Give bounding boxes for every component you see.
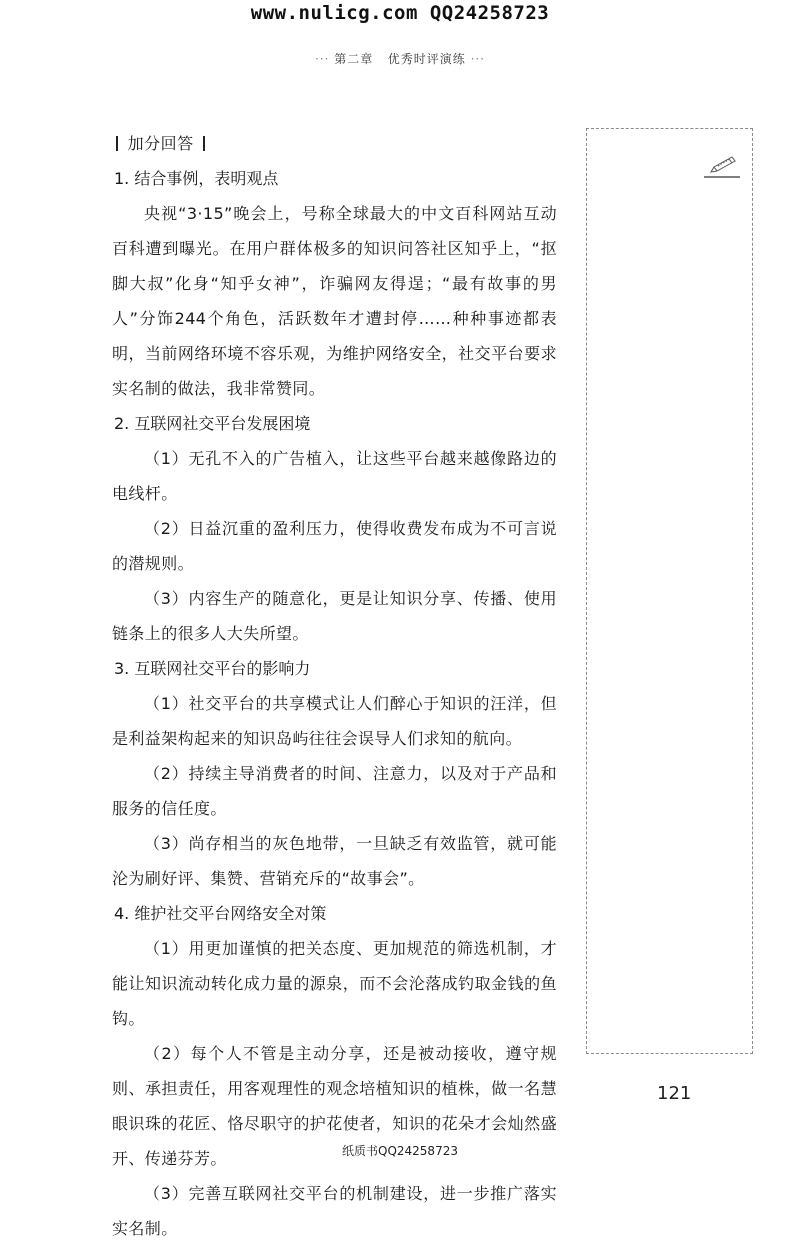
chapter-label: 第二章 [334, 52, 374, 66]
paragraph: （3）完善互联网社交平台的机制建设，进一步推广落实实名制。 [112, 1184, 557, 1238]
chapter-title: 优秀时评演练 [387, 52, 466, 66]
watermark-top: www.nulicg.com QQ24258723 [250, 2, 550, 24]
section-heading: 4. 维护社交平台网络安全对策 [114, 904, 327, 923]
answer-body [112, 161, 557, 1246]
running-head-right-dots: ··· [470, 52, 486, 66]
page-number: 121 [657, 1083, 692, 1104]
paragraph: （1）无孔不入的广告植入，让这些平台越来越像路边的电线杆。 [112, 449, 557, 503]
paragraph: （1）社交平台的共享模式让人们醉心于知识的汪洋，但是利益架构起来的知识岛屿往往会误导人们求知的航向。 [112, 694, 557, 748]
running-head [0, 50, 800, 67]
notes-sidebar [586, 128, 753, 1054]
paragraph: （1）用更加谨慎的把关态度、更加规范的筛选机制，才能让知识流动转化成力量的源泉，而不会沦落成钓取金钱的鱼钩。 [112, 939, 557, 1028]
title-bar-left [116, 136, 118, 151]
paragraph: （2）每个人不管是主动分享，还是被动接收，遵守规则、承担责任，用客观理性的观念培植知识的植株，做一名慧眼识珠的花匠、恪尽职守的护花使者，知识的花朵才会灿然盛开、传递芬芳。 [112, 1044, 557, 1168]
title-bar-right [203, 136, 205, 151]
paragraph: （2）持续主导消费者的时间、注意力，以及对于产品和服务的信任度。 [112, 764, 557, 818]
section-title [112, 126, 557, 161]
paragraph: （3）尚存相当的灰色地带，一旦缺乏有效监管，就可能沦为刷好评、集赞、营销充斥的“故事会”。 [112, 834, 557, 888]
watermark-bottom: 纸质书QQ24258723 [342, 1144, 458, 1158]
section-heading: 3. 互联网社交平台的影响力 [114, 659, 311, 678]
main-content [112, 126, 557, 1246]
pencil-icon [702, 151, 742, 181]
paragraph: （3）内容生产的随意化，更是让知识分享、传播、使用链条上的很多人大失所望。 [112, 589, 557, 643]
section-heading: 1. 结合事例，表明观点 [114, 169, 279, 188]
paragraph: （2）日益沉重的盈利压力，使得收费发布成为不可言说的潜规则。 [112, 519, 557, 573]
paragraph: 央视“3·15”晚会上，号称全球最大的中文百科网站互动百科遭到曝光。在用户群体极多的知识问答社区知乎上，“抠脚大叔”化身“知乎女神”，诈骗网友得逞；“最有故事的男人”分饰244个角色，活跃数年才遭封停……种种事迹都表明，当前网络环境不容乐观，为维护网络安全，社交平台要求实名制的做法，我非常赞同。 [112, 204, 557, 398]
running-head-left-dots: ··· [314, 52, 330, 66]
section-title-text: 加分回答 [127, 134, 194, 153]
section-heading: 2. 互联网社交平台发展困境 [114, 414, 311, 433]
